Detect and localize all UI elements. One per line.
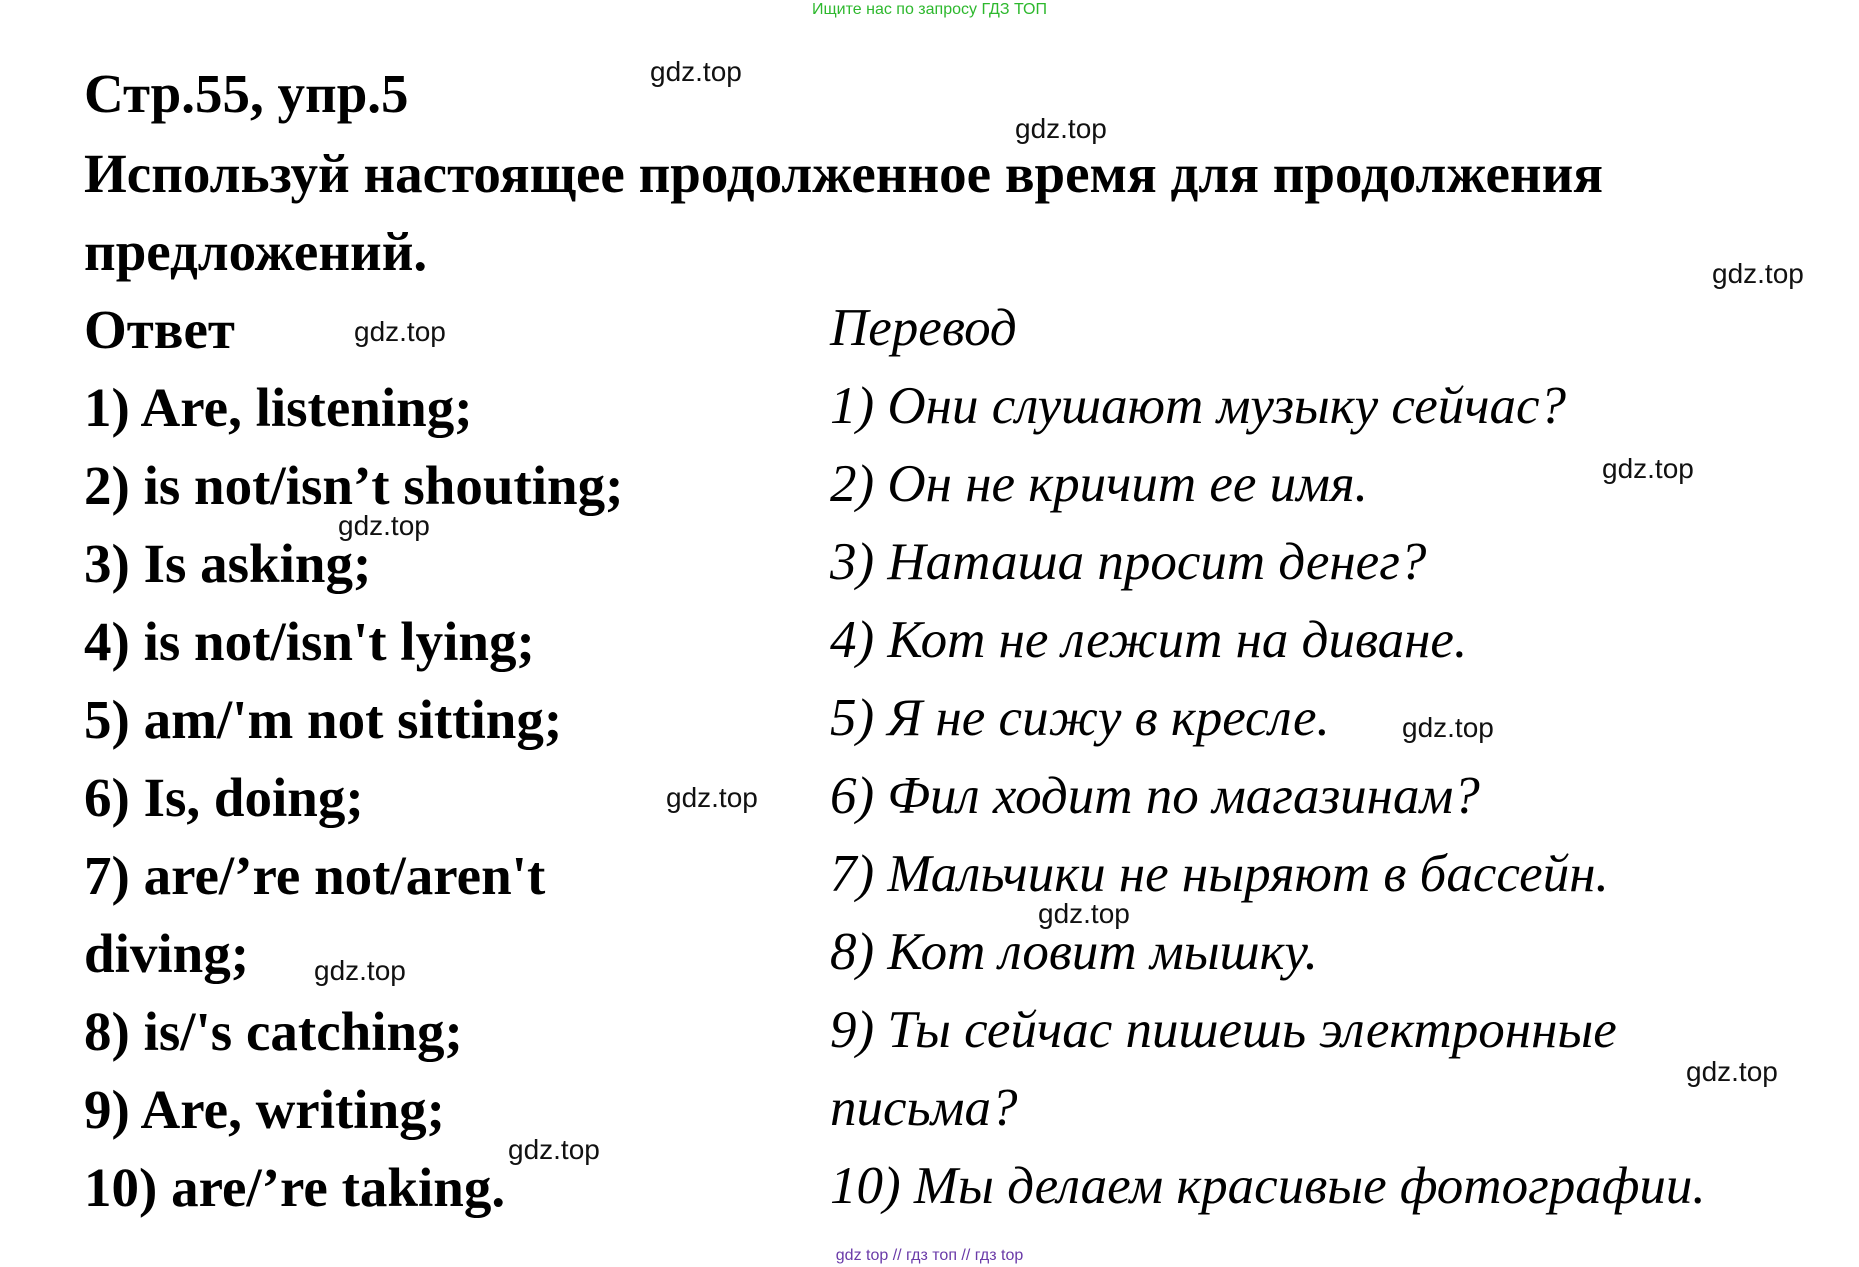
answer-item: 10) are/’re taking.: [84, 1157, 506, 1218]
answer-item: 5) am/'m not sitting;: [84, 689, 563, 750]
answer-item: 3) Is asking;: [84, 533, 372, 594]
translation-item: 1) Они слушают музыку сейчас?: [830, 377, 1567, 435]
translation-item: 2) Он не кричит ее имя.: [830, 455, 1368, 513]
watermark: gdz.top: [1402, 712, 1494, 743]
answer-item: 8) is/'s catching;: [84, 1001, 463, 1062]
watermark: gdz.top: [1015, 113, 1107, 144]
translation-item: 5) Я не сижу в кресле.: [830, 689, 1330, 747]
page-title: Стр.55, упр.5: [84, 63, 409, 124]
answer-item: 2) is not/isn’t shouting;: [84, 455, 624, 516]
answer-item: 7) are/’re not/aren't: [84, 845, 546, 906]
watermark: gdz.top: [338, 510, 430, 541]
instruction-line-1: Используй настоящее продолженное время для продолжения: [84, 143, 1604, 204]
watermark: gdz.top: [354, 316, 446, 347]
watermark: gdz.top: [1686, 1056, 1778, 1087]
answer-item: 1) Are, listening;: [84, 377, 473, 438]
translation-item: 3) Наташа просит денег?: [830, 533, 1427, 591]
answer-item: 4) is not/isn't lying;: [84, 611, 535, 672]
translation-item: 7) Мальчики не ныряют в бассейн.: [830, 845, 1609, 903]
translation-item-continuation: письма?: [830, 1079, 1018, 1137]
answer-item-continuation: diving;: [84, 923, 250, 984]
answer-item: 6) Is, doing;: [84, 767, 364, 828]
watermark: gdz.top: [508, 1134, 600, 1165]
watermark: gdz.top: [650, 56, 742, 87]
translation-item: 10) Мы делаем красивые фотографии.: [830, 1157, 1706, 1215]
watermark: gdz.top: [666, 782, 758, 813]
watermark: gdz.top: [1038, 898, 1130, 929]
answer-heading: Ответ: [84, 299, 235, 360]
watermark: gdz.top: [1602, 453, 1694, 484]
translation-item: 9) Ты сейчас пишешь электронные: [830, 1001, 1617, 1059]
translation-item: 8) Кот ловит мышку.: [830, 923, 1318, 981]
watermark: gdz.top: [1712, 258, 1804, 289]
answer-item: 9) Are, writing;: [84, 1079, 445, 1140]
translation-item: 6) Фил ходит по магазинам?: [830, 767, 1480, 825]
instruction-line-2: предложений.: [84, 221, 428, 282]
translation-item: 4) Кот не лежит на диване.: [830, 611, 1468, 669]
top-banner: Ищите нас по запросу ГДЗ ТОП: [812, 1, 1047, 18]
translation-heading: Перевод: [830, 299, 1017, 357]
footer-links: gdz top // гдз топ // гдз top: [835, 1247, 1024, 1264]
watermark: gdz.top: [314, 955, 406, 986]
